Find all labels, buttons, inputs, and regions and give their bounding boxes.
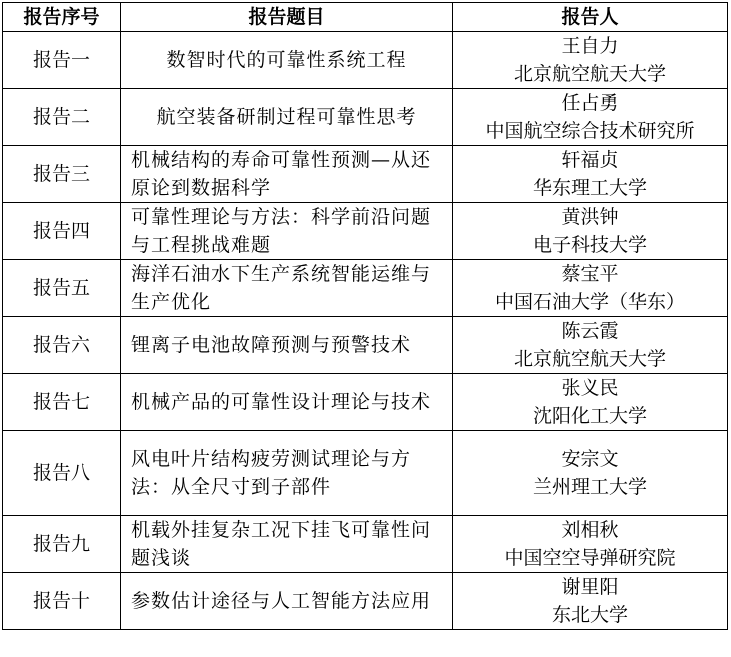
speaker-affiliation: 兰州理工大学 <box>532 476 647 498</box>
report-title: 数智时代的可靠性系统工程 <box>121 32 453 89</box>
table-row <box>3 317 728 374</box>
speaker-cell <box>453 374 728 431</box>
speaker-cell <box>453 516 728 573</box>
report-title: 机械产品的可靠性设计理论与技术 <box>121 374 453 431</box>
report-number: 报告五 <box>3 260 121 317</box>
speaker-name: 陈云霞 <box>561 320 619 342</box>
speaker-cell <box>453 573 728 630</box>
table-row <box>3 374 728 431</box>
table-row <box>3 260 728 317</box>
table-row <box>3 516 728 573</box>
report-number: 报告九 <box>3 516 121 573</box>
report-title: 参数估计途径与人工智能方法应用 <box>121 573 453 630</box>
speaker-cell <box>453 317 728 374</box>
speaker-cell <box>453 32 728 89</box>
speaker-cell <box>453 203 728 260</box>
report-number: 报告八 <box>3 431 121 516</box>
report-number: 报告一 <box>3 32 121 89</box>
table-row <box>3 146 728 203</box>
speaker-name: 轩福贞 <box>561 149 619 171</box>
report-title: 机械结构的寿命可靠性预测—从还原论到数据科学 <box>121 146 453 203</box>
speaker-name: 安宗文 <box>561 448 619 470</box>
report-number: 报告十 <box>3 573 121 630</box>
table-row <box>3 573 728 630</box>
speaker-name: 蔡宝平 <box>561 263 619 285</box>
speaker-cell <box>453 89 728 146</box>
speaker-affiliation: 北京航空航天大学 <box>513 348 666 370</box>
speaker-affiliation: 中国石油大学（华东） <box>494 291 685 313</box>
speaker-name: 刘相秋 <box>561 519 619 541</box>
table-row <box>3 89 728 146</box>
header-speaker: 报告人 <box>453 3 728 32</box>
speaker-name: 黄洪钟 <box>561 206 619 228</box>
speaker-affiliation: 东北大学 <box>551 604 628 626</box>
speaker-cell <box>453 146 728 203</box>
speaker-cell <box>453 431 728 516</box>
report-number: 报告三 <box>3 146 121 203</box>
report-number: 报告七 <box>3 374 121 431</box>
report-number: 报告二 <box>3 89 121 146</box>
speaker-cell <box>453 260 728 317</box>
speaker-affiliation: 华东理工大学 <box>532 177 647 199</box>
speaker-affiliation: 沈阳化工大学 <box>532 405 647 427</box>
header-report-title: 报告题目 <box>121 3 453 32</box>
report-title: 锂离子电池故障预测与预警技术 <box>121 317 453 374</box>
report-schedule-table <box>2 2 728 630</box>
report-number: 报告六 <box>3 317 121 374</box>
report-title: 海洋石油水下生产系统智能运维与生产优化 <box>121 260 453 317</box>
speaker-name: 王自力 <box>561 35 619 57</box>
table-row <box>3 431 728 516</box>
table-row <box>3 203 728 260</box>
header-report-number: 报告序号 <box>3 3 121 32</box>
table-header-row <box>3 3 728 32</box>
speaker-name: 张义民 <box>561 377 619 399</box>
speaker-affiliation: 中国航空综合技术研究所 <box>485 120 695 142</box>
speaker-affiliation: 中国空空导弹研究院 <box>504 547 676 569</box>
speaker-affiliation: 电子科技大学 <box>532 234 647 256</box>
table-row <box>3 32 728 89</box>
speaker-name: 谢里阳 <box>561 576 619 598</box>
report-title: 风电叶片结构疲劳测试理论与方法：从全尺寸到子部件 <box>121 431 453 516</box>
report-title: 航空装备研制过程可靠性思考 <box>121 89 453 146</box>
speaker-affiliation: 北京航空航天大学 <box>513 63 666 85</box>
speaker-name: 任占勇 <box>561 92 619 114</box>
report-number: 报告四 <box>3 203 121 260</box>
report-title: 可靠性理论与方法：科学前沿问题与工程挑战难题 <box>121 203 453 260</box>
report-title: 机载外挂复杂工况下挂飞可靠性问题浅谈 <box>121 516 453 573</box>
